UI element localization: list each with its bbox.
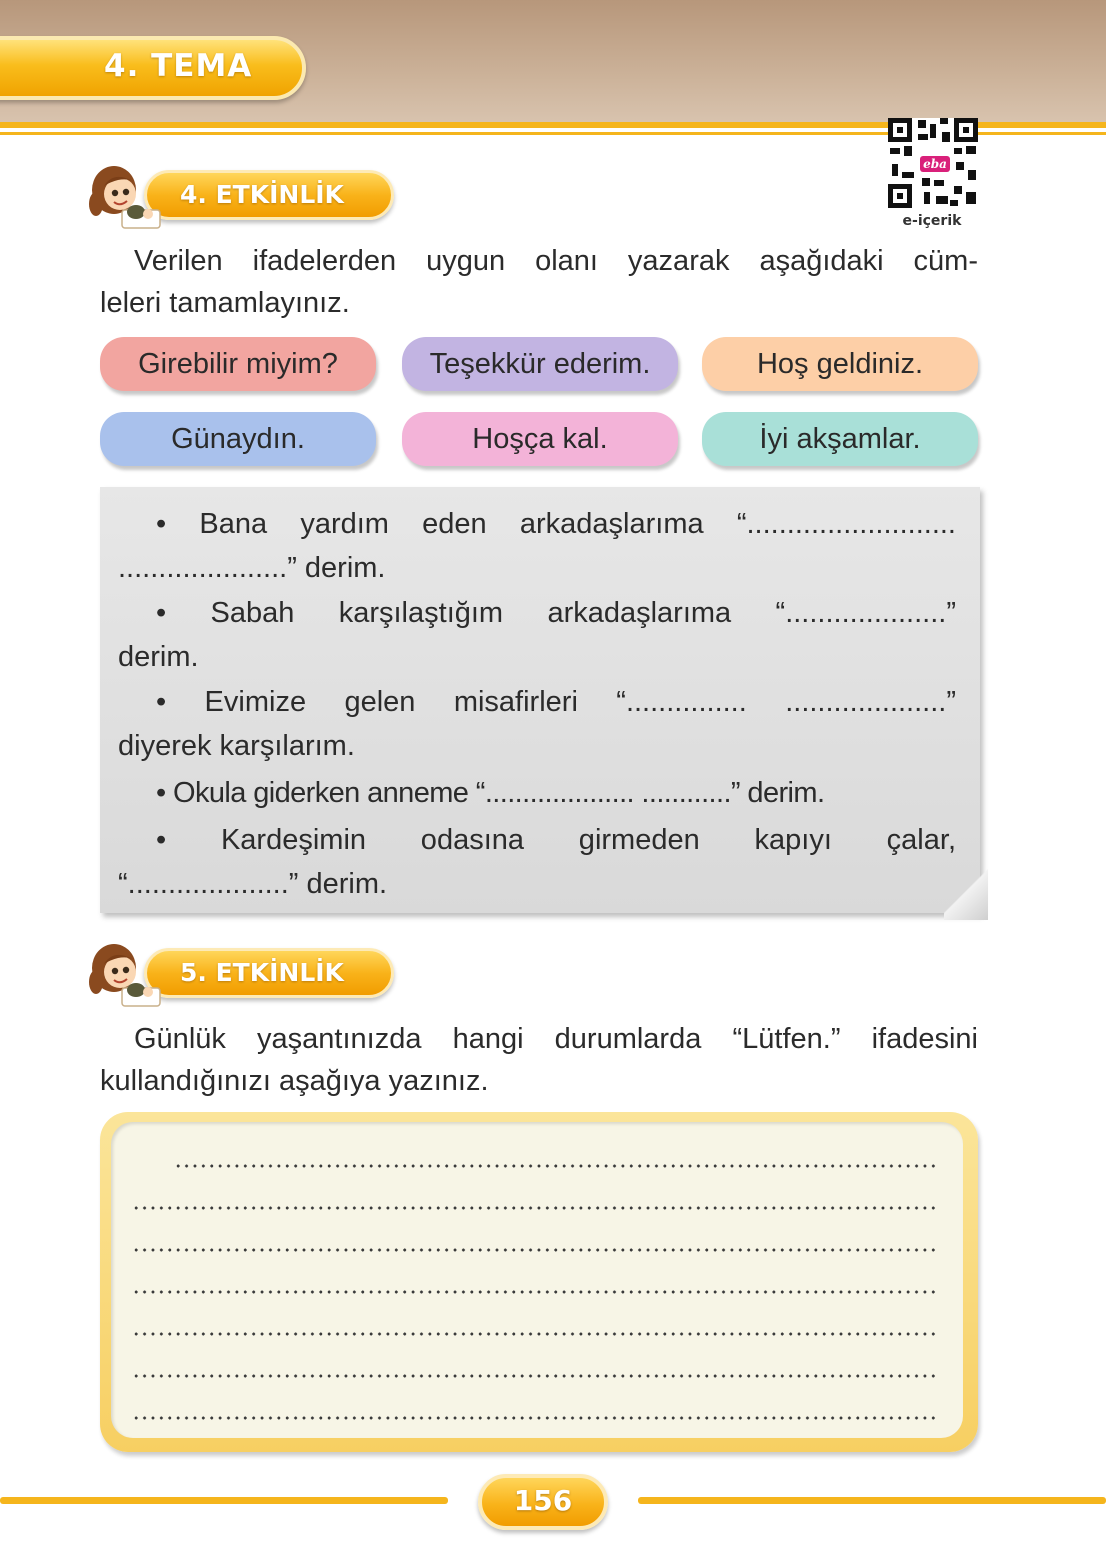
page-number: 156 bbox=[513, 1484, 573, 1517]
option-hos-geldiniz: Hoş geldiniz. bbox=[702, 337, 978, 391]
option-tesekkur-ederim: Teşekkür ederim. bbox=[402, 337, 678, 391]
footer-line-left bbox=[0, 1497, 448, 1504]
theme-label: 4. TEMA bbox=[104, 48, 253, 84]
footer-line-right bbox=[638, 1497, 1106, 1504]
writing-line-4[interactable] bbox=[132, 1290, 938, 1294]
activity-5-title: 5. ETKİNLİK bbox=[180, 958, 344, 987]
activity-5-instruction: Günlük yaşantınızda hangi durumlarda “Lütfen.” ifadesini kullandığınızı aşağıya yazınız. bbox=[100, 1023, 978, 1097]
sentence-2-line-1: • Sabah karşılaştığım arkadaşlarıma “....................” bbox=[156, 597, 956, 629]
qr-code-icon[interactable] bbox=[888, 118, 978, 208]
sentence-3-line-1: • Evimize gelen misafirleri “............... ....................” bbox=[156, 686, 956, 718]
option-iyi-aksamlar: İyi akşamlar. bbox=[702, 412, 978, 466]
girl-mascot-icon bbox=[84, 160, 164, 232]
sentence-5-line-1: • Kardeşimin odasına girmeden kapıyı çalar, bbox=[156, 824, 956, 856]
activity-4-header bbox=[84, 160, 394, 232]
qr-caption: e-içerik bbox=[902, 213, 962, 229]
writing-line-7[interactable] bbox=[132, 1416, 938, 1420]
girl-mascot-icon bbox=[84, 938, 164, 1010]
sentence-4-line-1: • Okula giderken anneme “.................... ............” derim. bbox=[156, 777, 825, 809]
writing-line-6[interactable] bbox=[132, 1374, 938, 1378]
activity-4-title: 4. ETKİNLİK bbox=[180, 180, 344, 209]
sentence-2-line-2: derim. bbox=[118, 641, 199, 673]
writing-line-1[interactable] bbox=[174, 1164, 938, 1168]
writing-line-3[interactable] bbox=[132, 1248, 938, 1252]
sentence-5-line-2: “....................” derim. bbox=[118, 868, 388, 900]
writing-line-2[interactable] bbox=[132, 1206, 938, 1210]
activity-5-header bbox=[84, 938, 394, 1010]
option-gunaydin: Günaydın. bbox=[100, 412, 376, 466]
option-hosca-kal: Hoşça kal. bbox=[402, 412, 678, 466]
sentence-1-line-1: • Bana yardım eden arkadaşlarıma “.......................... bbox=[156, 508, 956, 540]
writing-area[interactable] bbox=[111, 1122, 963, 1438]
sentence-3-line-2: diyerek karşılarım. bbox=[118, 730, 355, 762]
sentence-1-line-2: .....................” derim. bbox=[118, 552, 386, 584]
writing-line-5[interactable] bbox=[132, 1332, 938, 1336]
eba-logo: eba bbox=[920, 156, 950, 172]
activity-4-instruction: Verilen ifadelerden uygun olanı yazarak aşağıdaki cüm- leleri tamamlayınız. bbox=[100, 245, 978, 319]
option-girebilir-miyim: Girebilir miyim? bbox=[100, 337, 376, 391]
